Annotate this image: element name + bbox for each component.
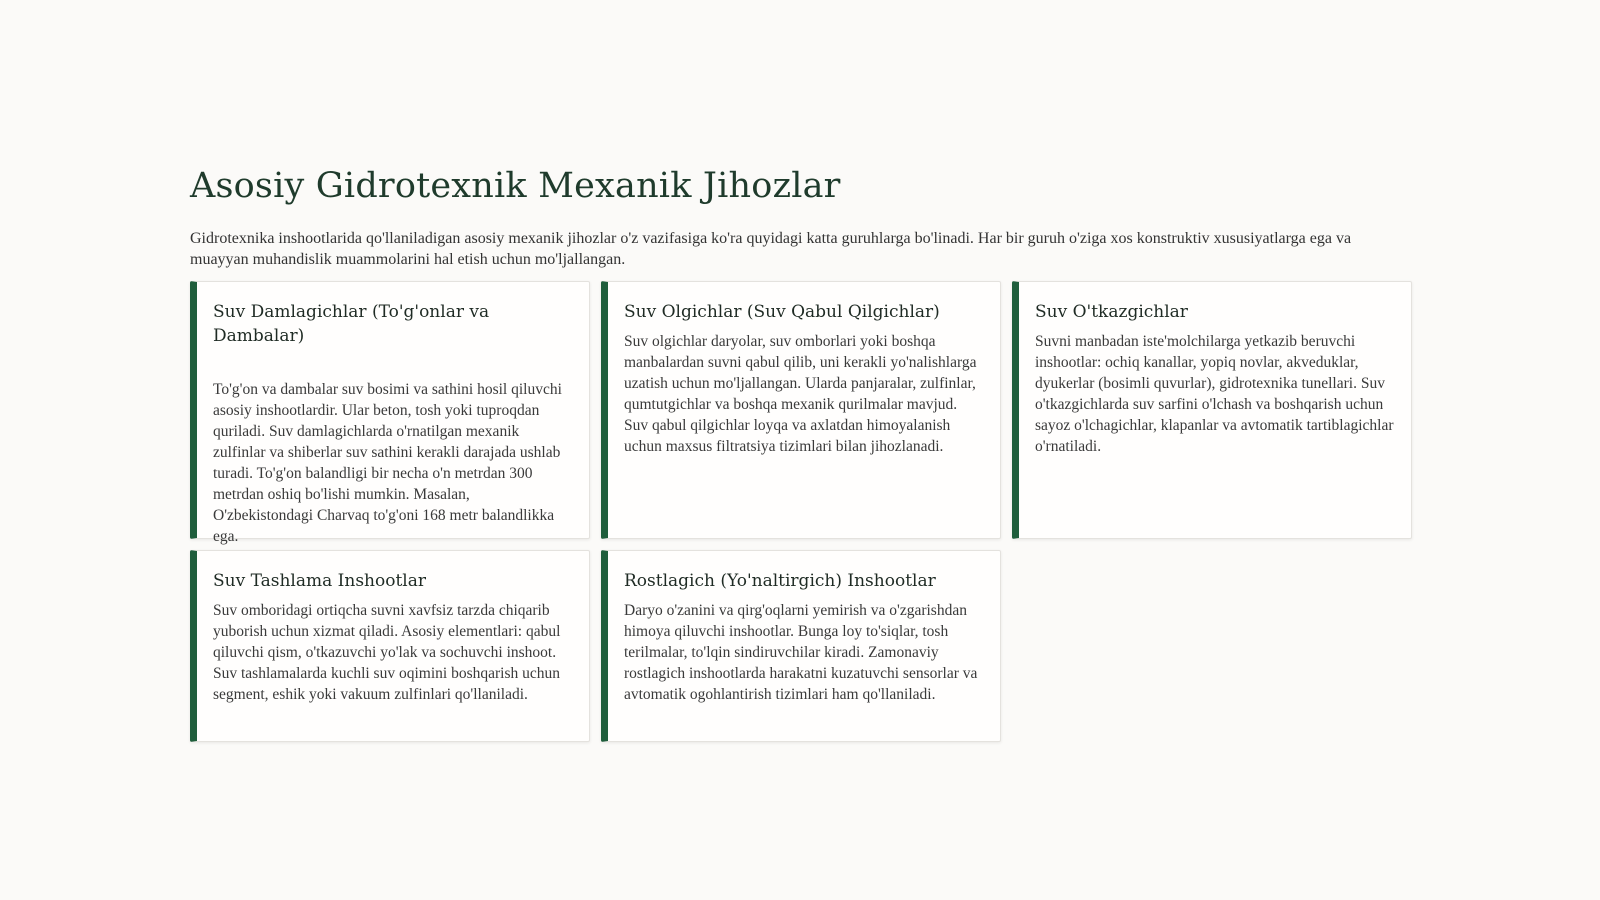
card-title: Rostlagich (Yo'naltirgich) Inshootlar <box>624 571 936 591</box>
page-title: Asosiy Gidrotexnik Mexanik Jihozlar <box>190 166 841 206</box>
card-title: Suv Tashlama Inshootlar <box>213 571 426 591</box>
card-body: Suv omboridagi ortiqcha suvni xavfsiz tarzda chiqarib yuborish uchun xizmat qiladi. Asosiy elementlari: qabul qiluvchi qism, o'tkazuvchi yo'lak va sochuvchi inshoot. Suv tashlamalarda kuchli suv oqimini boshqarish uchun segment, eshik yoki vakuum zulfinlari qo'llaniladi. <box>213 602 561 703</box>
card-body: Suv olgichlar daryolar, suv omborlari yoki boshqa manbalardan suvni qabul qilib, uni kerakli yo'nalishlarga uzatish uchun mo'ljallangan. Ularda panjaralar, zulfinlar, qumtutgichlar va boshqa mexanik qurilmalar mavjud. Suv qabul qilgichlar loyqa va axlatdan himoyalanish uchun maxsus filtratsiya tizimlari bilan jihozlanadi. <box>624 333 977 455</box>
card-body: Daryo o'zanini va qirg'oqlarni yemirish va o'zgarishdan himoya qiluvchi inshootlar. Bunga loy to'siqlar, tosh terilmalar, to'lqin sindiruvchilar kiradi. Zamonaviy rostlagich inshootlarda harakatni kuzatuvchi sensorlar va avtomatik ogohlantirish tizimlari ham qo'llaniladi. <box>624 602 978 703</box>
card-suv-olgichlar <box>601 281 1001 539</box>
card-suv-damlagichlar <box>190 281 590 545</box>
card-title: Suv Damlagichlar (To'g'onlar va Dambalar) <box>213 302 490 346</box>
card-title: Suv Olgichlar (Suv Qabul Qilgichlar) <box>624 302 940 322</box>
card-suv-otkazgichlar <box>1012 281 1412 539</box>
card-body: Suvni manbadan iste'molchilarga yetkazib beruvchi inshootlar: ochiq kanallar, yopiq novlar, akveduklar, dyukerlar (bosimli quvurlar), gidrotexnika tunellari. Suv o'tkazgichlarda suv sarfini o'lchash va boshqarish uchun sayoz o'lchagichlar, klapanlar va avtomatik tartiblagichlar o'rnatiladi. <box>1035 333 1394 455</box>
card-suv-tashlama <box>190 550 590 742</box>
card-body: To'g'on va dambalar suv bosimi va sathini hosil qiluvchi asosiy inshootlardir. Ular beton, tosh yoki tuproqdan quriladi. Suv damlagichlarda o'rnatilgan mexanik zulfinlar va shiberlar suv sathini kerakli darajada ushlab turadi. To'g'on balandligi bir necha o'n metrdan 300 metrdan oshiq bo'lishi mumkin. Masalan, O'zbekistondagi Charvaq to'g'oni 168 metr balandlikka ega. <box>213 381 562 545</box>
card-grid <box>190 281 1412 742</box>
intro-paragraph: Gidrotexnika inshootlarida qo'llaniladigan asosiy mexanik jihozlar o'z vazifasiga ko'ra quyidagi katta guruhlarga bo'linadi. Har bir guruh o'ziga xos konstruktiv xususiyatlarga ega va muayyan muhandislik muammolarini hal etish uchun mo'ljallangan. <box>190 230 1352 268</box>
card-title: Suv O'tkazgichlar <box>1035 302 1188 322</box>
slide <box>190 160 1412 742</box>
card-rostlagich <box>601 550 1001 742</box>
